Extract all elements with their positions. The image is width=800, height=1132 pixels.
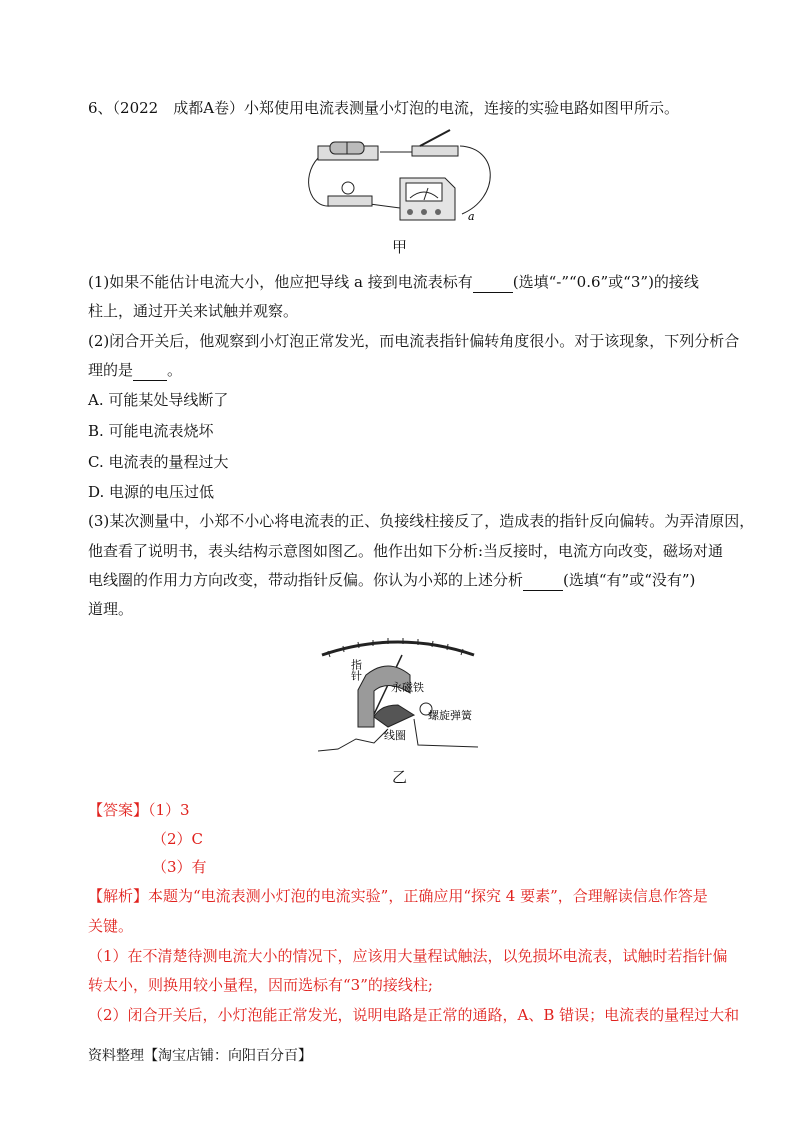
question-title: 6、（2022 成都A卷）小郑使用电流表测量小灯泡的电流，连接的实验电路如图甲所示。 [88, 99, 680, 117]
part1-line1: (1)如果不能估计电流大小，他应把导线 a 接到电流表标有 (选填“-”“0.6”或“3”)的接线 [88, 273, 699, 291]
ammeter [400, 178, 455, 220]
figure-caption-yi: 乙 [392, 768, 408, 786]
switch [412, 130, 458, 156]
scale-arc [322, 642, 474, 655]
answer-item-2: （2）C [152, 830, 204, 848]
wire-left [309, 158, 330, 206]
spring-label: 螺旋弹簧 [428, 709, 472, 722]
ammeter-structure-figure [318, 635, 482, 755]
lead-left [318, 729, 388, 751]
part3-line4: 道理。 [88, 600, 134, 618]
wire-a-label: a [468, 210, 475, 223]
answer-item-3: （3）有 [152, 858, 207, 876]
analysis-line2: 关键。 [88, 917, 134, 935]
option-d: D. 电源的电压过低 [88, 483, 215, 501]
analysis-line5: （2）闭合开关后，小灯泡能正常发光，说明电路是正常的通路，A、B 错误；电流表的量程过大和 [88, 1006, 740, 1024]
answer-blank-2[interactable] [133, 360, 167, 381]
circuit-figure [300, 128, 500, 223]
coil-shape [374, 705, 414, 727]
pointer-label: 指针 [349, 659, 363, 681]
answer-blank-3[interactable] [523, 570, 563, 591]
answer-line1 [88, 800, 190, 820]
battery-holder [318, 142, 378, 160]
part3-line2: 他查看了说明书，表头结构示意图如图乙。他作出如下分析:当反接时，电流方向改变，磁场对通 [88, 542, 724, 560]
answer-label: 【答案】 [88, 801, 149, 819]
part3-line1: (3)某次测量中，小郑不小心将电流表的正、负接线柱接反了，造成表的指针反向偏转。为弄清原因， [88, 512, 755, 530]
part2-line2: 理的是 。 [88, 361, 183, 379]
answer-item-1: （1）3 [148, 801, 190, 819]
option-b: B. 可能电流表烧坏 [88, 422, 214, 440]
wire-bottom [370, 204, 400, 208]
part3-line3: 电线圈的作用力方向改变，带动指针反偏。你认为小郑的上述分析 (选填“有”或“没有”) [88, 571, 696, 589]
analysis-line1: 【解析】本题为“电流表测小灯泡的电流实验”，正确应用“探究 4 要素”，合理解读信息作答是 [88, 887, 708, 905]
option-a: A. 可能某处导线断了 [88, 391, 229, 409]
analysis-line3: （1）在不清楚待测电流大小的情况下，应该用大量程试触法，以免损坏电流表，试触时若指针偏 [88, 947, 728, 965]
analysis-line4: 转太小，则换用较小量程，因而选标有“3”的接线柱; [88, 976, 433, 994]
part2-line1: (2)闭合开关后，他观察到小灯泡正常发光，而电流表指针偏转角度很小。对于该现象，下列分析合 [88, 332, 740, 350]
figure-caption-jia: 甲 [392, 238, 408, 256]
option-c: C. 电流表的量程过大 [88, 453, 229, 471]
page-footer: 资料整理【淘宝店铺：向阳百分百】 [88, 1048, 312, 1064]
lead-right [414, 719, 478, 747]
part1-line2: 柱上，通过开关来试触并观察。 [88, 302, 299, 320]
wire-right [460, 146, 490, 214]
bulb-holder [328, 182, 372, 206]
coil-label: 线圈 [384, 729, 406, 742]
answer-blank-1[interactable] [473, 272, 513, 293]
magnet-label: 永磁铁 [391, 681, 424, 694]
